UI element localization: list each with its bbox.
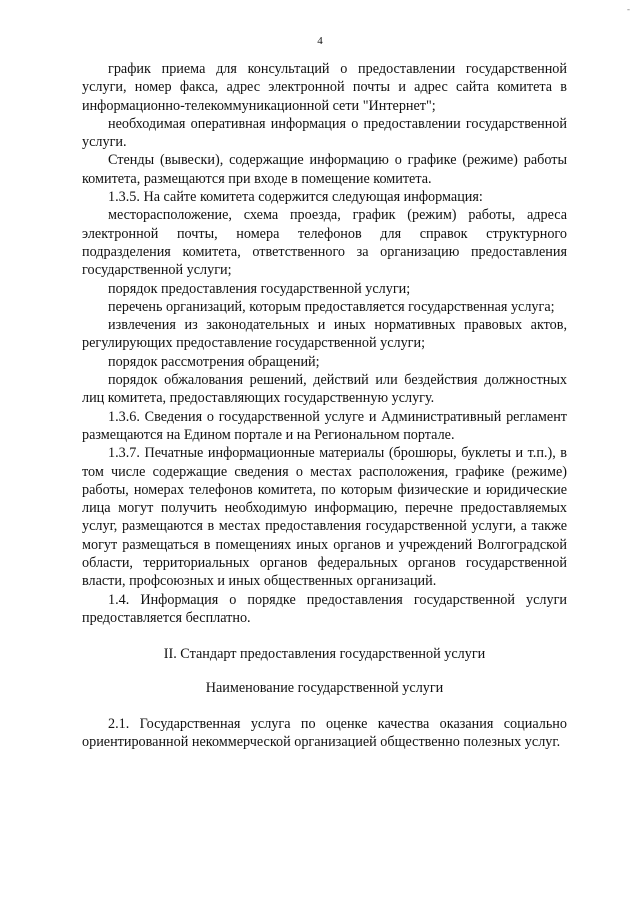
paragraph-organizations-list: перечень организаций, которым предоставляется государственная услуга;: [108, 298, 555, 315]
paragraph-location: месторасположение, схема проезда, график (режим) работы, адреса электронной почты, номера телефонов для справок структурного подразделения комитета, ответственного за организацию предоставления государственной услуги;: [82, 207, 567, 279]
page-number: 4: [317, 35, 323, 47]
paragraph-appeal-procedure: порядок обжалования решений, действий или бездействия должностных лиц комитета, предоставляющих государственную услугу.: [82, 372, 567, 407]
page-body: [82, 60, 567, 751]
corner-mark: -: [627, 4, 630, 14]
paragraph-legal-extracts: извлечения из законодательных и иных нормативных правовых актов, регулирующих предоставление государственной услуги;: [82, 317, 567, 352]
paragraph-1-3-6: 1.3.6. Сведения о государственной услуге и Административный регламент размещаются на Едином портале и на Региональном портале.: [82, 408, 567, 443]
paragraph-1-4: 1.4. Информация о порядке предоставления государственной услуги предоставляется бесплатно.: [82, 591, 567, 626]
paragraph-appeals-review: порядок рассмотрения обращений;: [108, 353, 320, 370]
paragraph-2-1: 2.1. Государственная услуга по оценке качества оказания социально ориентированной некоммерческой организацией общественно полезных услуг.: [82, 715, 567, 751]
paragraph-1-3-5: 1.3.5. На сайте комитета содержится следующая информация:: [108, 189, 483, 206]
section-heading: II. Стандарт предоставления государственной услуги: [163, 646, 486, 663]
paragraph-stands: Стенды (вывески), содержащие информацию о графике (режиме) работы комитета, размещаются при входе в помещение комитета.: [82, 152, 567, 187]
paragraph-consultation-schedule: график приема для консультаций о предоставлении государственной услуги, номер факса, адрес электронной почты и адрес сайта комитета в информационно-телекоммуникационной сети "Интернет";: [82, 61, 567, 114]
paragraph-operational-info: необходимая оперативная информация о предоставлении государственной услуги.: [82, 115, 567, 151]
paragraph-1-3-7: 1.3.7. Печатные информационные материалы (брошюры, буклеты и т.п.), в том числе содержащие сведения о местах расположения, графике (режиме) работы, номерах телефонов комитета, по которым физические и юридические лица могут получить необходимую информацию, перечне предоставляемых услуг, размещаются в местах предоставления государственной услуги, а также могут размещаться в помещениях иных органов и учреждений Волгоградской области, территориальных органов федеральных органов государственной власти, профсоюзных и иных общественных организаций.: [82, 445, 567, 590]
paragraph-procedure: порядок предоставления государственной услуги;: [108, 280, 411, 297]
subheading: Наименование государственной услуги: [205, 679, 444, 696]
